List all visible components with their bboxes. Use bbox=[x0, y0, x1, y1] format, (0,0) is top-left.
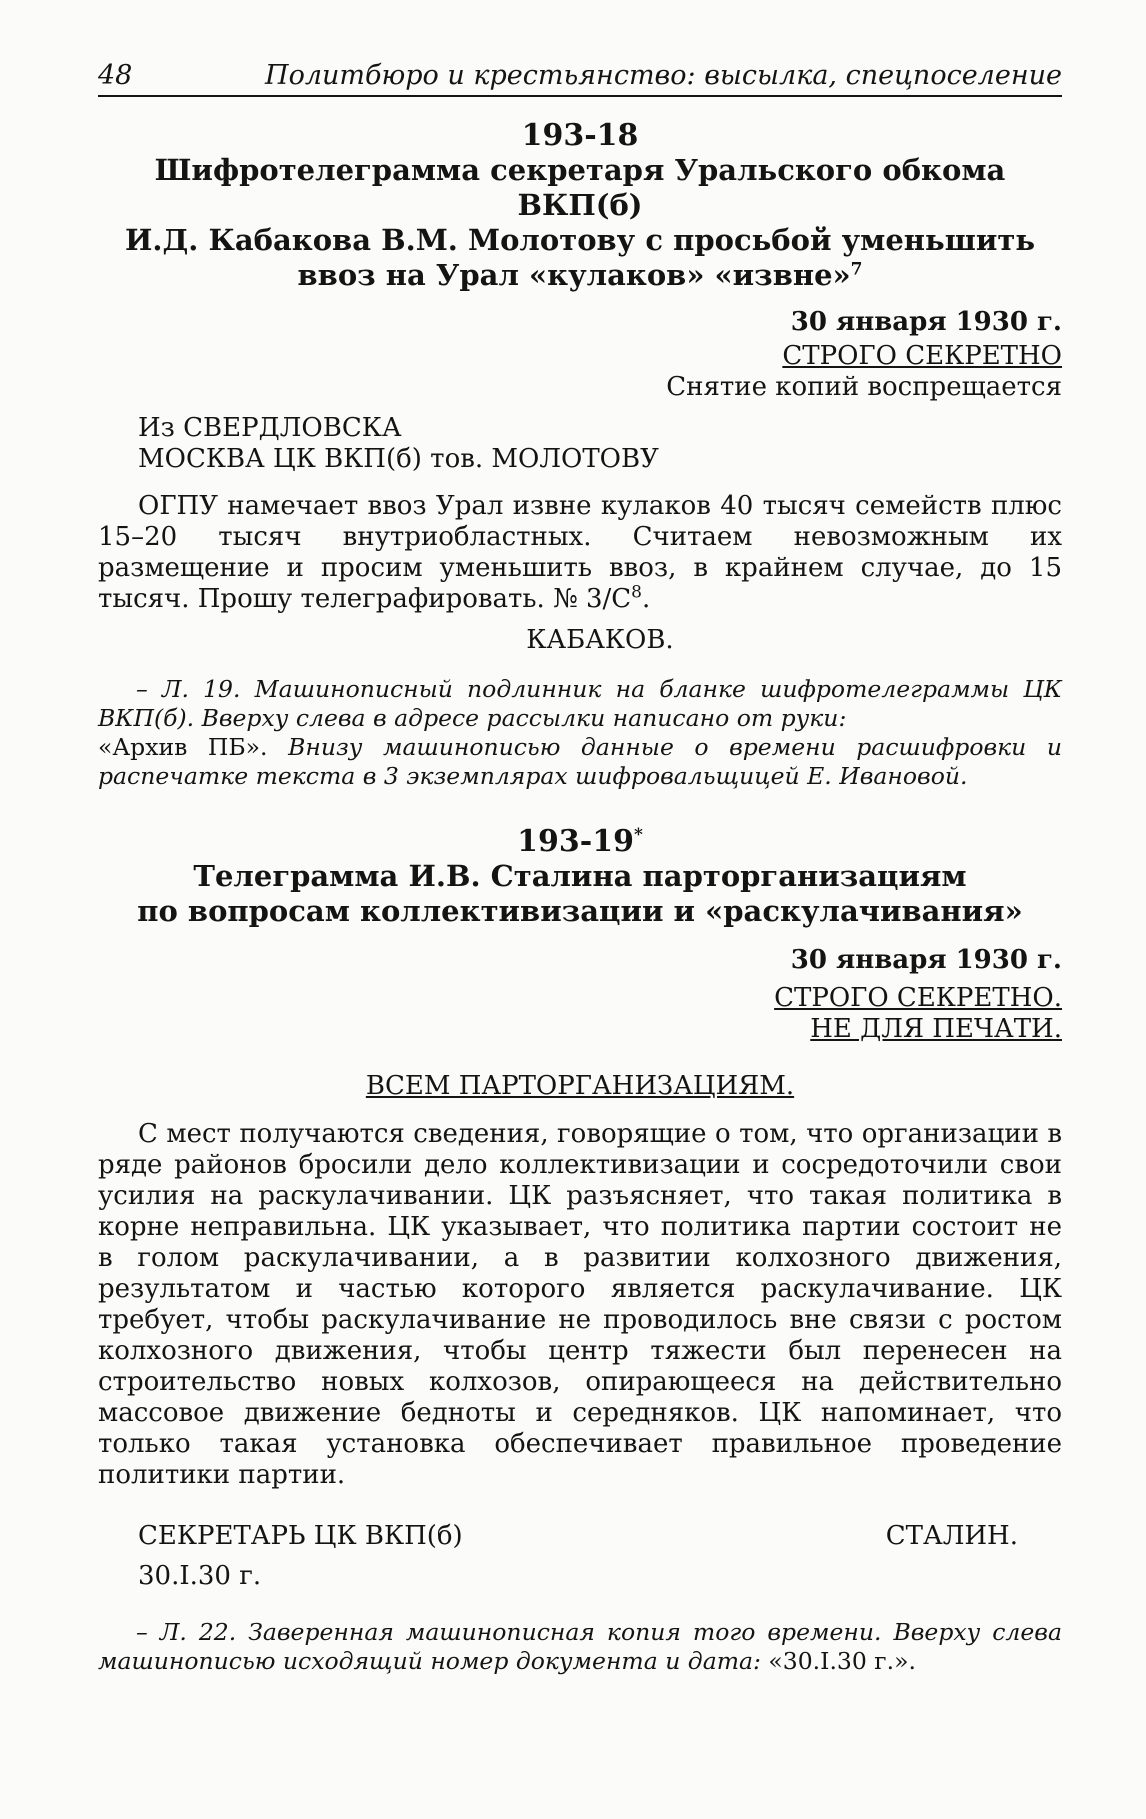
doc1-body-end: . bbox=[641, 584, 651, 614]
doc1-number: 193-18 bbox=[521, 118, 639, 153]
doc2-body: С мест получаются сведения, говорящие о том, что организации в ряде районов бросили дело коллективизации и сосредоточили свои усилия на раскулачивании. ЦК разъясняет, что такая политика в корне неправильна. ЦК указывает, что политика партии состоит не в голом раскулачивании, а в развитии колхозного движения, результатом и частью которого является раскулачивание. ЦК требует, чтобы раскулачивание не проводилось вне связи с ростом колхозного движения, чтобы центр тяжести был перенесен на строительство новых колхозов, опирающееся на действительно массовое движение бедноты и середняков. ЦК напоминает, что только такая установка обеспечивает правильное проведение политики партии. bbox=[98, 1119, 1062, 1490]
doc1-signature: КАБАКОВ. bbox=[526, 625, 674, 655]
doc1-classification bbox=[98, 341, 1062, 372]
running-title: Политбюро и крестьянство: высылка, спецпоселение bbox=[265, 60, 1062, 91]
classification-stamp: СТРОГО СЕКРЕТНО bbox=[782, 341, 1062, 371]
addressee-text: ВСЕМ ПАРТОРГАНИЗАЦИЯМ. bbox=[365, 1071, 795, 1101]
doc1-from: Из СВЕРДЛОВСКА bbox=[138, 413, 402, 443]
doc2-title-line: по вопросам коллективизации и «раскулачивания» bbox=[137, 894, 1023, 928]
doc2-number-text: 193-19 bbox=[517, 824, 634, 859]
doc1-title-line: Шифротелеграмма секретаря Уральского обкома ВКП(б) bbox=[154, 153, 1006, 222]
footnote-marker: 8 bbox=[631, 582, 642, 603]
running-header bbox=[98, 60, 1062, 97]
footnote-marker: 7 bbox=[850, 259, 863, 280]
doc2-sign-date: 30.I.30 г. bbox=[138, 1561, 262, 1591]
source-note-text: – Л. 19. Машинописный подлинник на бланке шифротелеграммы ЦК ВКП(б). Вверху слева в адресе рассылки написано от руки: bbox=[98, 675, 1062, 732]
signer-title: СЕКРЕТАРЬ ЦК ВКП(б) bbox=[138, 1521, 463, 1551]
page bbox=[98, 60, 1062, 1676]
handwritten-text: «Архив ПБ». bbox=[98, 733, 268, 761]
doc1-source-note bbox=[98, 675, 1062, 791]
classification-stamp: СТРОГО СЕКРЕТНО. bbox=[774, 983, 1062, 1013]
source-note-rest: Внизу машинописью данные о времени расшифровки и распечатке текста в 3 экземплярах шифровальщицей Е. Ивановой. bbox=[98, 733, 1062, 790]
doc1-title-line: И.Д. Кабакова В.М. Молотову с просьбой уменьшить bbox=[124, 223, 1036, 257]
doc2-date: 30 января 1930 г. bbox=[790, 945, 1062, 975]
doc1-title bbox=[98, 153, 1062, 293]
doc2-title bbox=[98, 859, 1062, 929]
signer-name: СТАЛИН. bbox=[885, 1521, 1018, 1551]
doc2-addressee bbox=[98, 1071, 1062, 1101]
doc2-source-note bbox=[98, 1618, 1062, 1676]
doc2-number bbox=[98, 825, 1062, 859]
doc1-to: МОСКВА ЦК ВКП(б) тов. МОЛОТОВУ bbox=[138, 444, 659, 474]
doc2-title-line: Телеграмма И.В. Сталина парторганизациям bbox=[193, 859, 967, 893]
doc2-signature-row bbox=[98, 1521, 1062, 1551]
doc1-copy-notice: Снятие копий воспрещается bbox=[666, 372, 1062, 402]
doc1-date: 30 января 1930 г. bbox=[790, 307, 1062, 337]
classification-stamp: НЕ ДЛЯ ПЕЧАТИ. bbox=[810, 1014, 1062, 1044]
doc1-body-text: ОГПУ намечает ввоз Урал извне кулаков 40 тысяч семейств плюс 15–20 тысяч внутриобластных. Считаем невозможным их размещение и просим уменьшить ввоз, в крайнем случае, до 15 тысяч. Прошу телеграфировать. № 3/С bbox=[98, 491, 1062, 614]
doc1-body bbox=[98, 491, 1062, 615]
source-note-quote: «30.I.30 г.». bbox=[768, 1647, 916, 1675]
page-number: 48 bbox=[98, 60, 133, 91]
doc2-classification bbox=[98, 983, 1062, 1045]
doc1-title-text: ввоз на Урал «кулаков» «извне» bbox=[297, 258, 851, 292]
doc2-number-mark: * bbox=[633, 825, 643, 845]
source-note-text: – Л. 22. Заверенная машинописная копия того времени. Вверху слева машинописью исходящий номер документа и дата: bbox=[98, 1618, 1062, 1675]
doc1-title-line bbox=[98, 258, 1062, 293]
